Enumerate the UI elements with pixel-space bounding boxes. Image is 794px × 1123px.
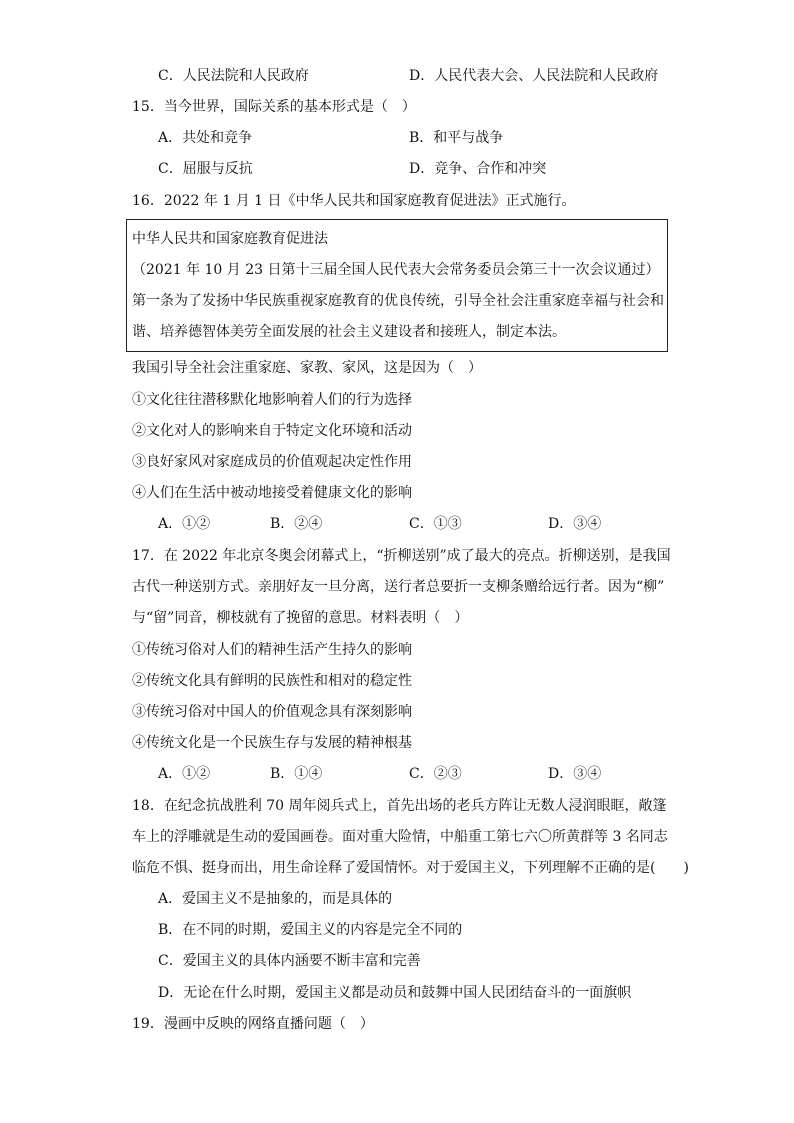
q18-stem-line2: 车上的浮雕就是生动的爱国画卷。面对重大险情，中船重工第七六〇所黄群等 3 名同志 [132, 829, 668, 845]
q16-statement-4: ④人们在生活中被动地接受着健康文化的影响 [132, 485, 412, 501]
q16-statement-2: ②文化对人的影响来自于特定文化环境和活动 [132, 423, 412, 439]
q18-option-d: D．无论在什么时期，爱国主义都是动员和鼓舞中国人民团结奋斗的一面旗帜 [158, 985, 632, 1001]
q17-stem-line1: 17．在 2022 年北京冬奥会闭幕式上，“折柳送别”成了最大的亮点。折柳送别，是我国 [132, 548, 671, 564]
q14-option-d: D．人民代表大会、人民法院和人民政府 [409, 68, 659, 84]
q16-question: 我国引导全社会注重家庭、家教、家风，这是因为（ ） [132, 360, 482, 376]
q16-option-a: A．①② [158, 516, 211, 532]
q17-option-b: B．①④ [270, 766, 323, 782]
q18-option-a: A．爱国主义不是抽象的，而是具体的 [158, 891, 393, 907]
q14-option-c: C．人民法院和人民政府 [158, 68, 309, 84]
q17-option-d: D．③④ [548, 766, 602, 782]
q16-statement-1: ①文化往往潜移默化地影响着人们的行为选择 [132, 392, 412, 408]
q17-stem-line2: 古代一种送别方式。亲朋好友一旦分离，送行者总要折一支柳条赠给远行者。因为“柳” [132, 579, 665, 595]
q16-box-text-line2: 谐、培养德智体美劳全面发展的社会主义建设者和接班人，制定本法。 [132, 324, 566, 340]
q17-statement-3: ③传统习俗对中国人的价值观念具有深刻影响 [132, 704, 412, 720]
q19-stem: 19．漫画中反映的网络直播问题（ ） [132, 1016, 374, 1032]
q18-stem-line3: 临危不惧、挺身而出，用生命诠释了爱国情怀。对于爱国主义，下列理解不正确的是( ) [132, 860, 689, 876]
q18-option-c: C．爱国主义的具体内涵要不断丰富和完善 [158, 953, 421, 969]
q16-stem: 16．2022 年 1 月 1 日《中华人民共和国家庭教育促进法》正式施行。 [132, 193, 576, 209]
q15-stem: 15．当今世界，国际关系的基本形式是（ ） [132, 99, 416, 115]
q16-option-c: C．①③ [409, 516, 462, 532]
q17-statement-1: ①传统习俗对人们的精神生活产生持久的影响 [132, 642, 412, 658]
q15-option-b: B．和平与战争 [409, 130, 504, 146]
q17-statement-2: ②传统文化具有鲜明的民族性和相对的稳定性 [132, 673, 412, 689]
q15-option-c: C．屈服与反抗 [158, 161, 253, 177]
q16-box-subtitle: （2021 年 10 月 23 日第十三届全国人民代表大会常务委员会第三十一次会议通过） [132, 262, 660, 278]
q16-box-text-line1: 第一条为了发扬中华民族重视家庭教育的优良传统，引导全社会注重家庭幸福与社会和 [132, 293, 664, 309]
q17-option-c: C．②③ [409, 766, 462, 782]
q17-stem-line3: 与“留”同音，柳枝就有了挽留的意思。材料表明（ ） [132, 610, 469, 626]
q16-box-title: 中华人民共和国家庭教育促进法 [132, 231, 328, 247]
q16-option-d: D．③④ [548, 516, 602, 532]
q18-option-b: B．在不同的时期，爱国主义的内容是完全不同的 [158, 922, 463, 938]
q16-statement-3: ③良好家风对家庭成员的价值观起决定性作用 [132, 454, 412, 470]
q16-option-b: B．②④ [270, 516, 323, 532]
q15-option-d: D．竞争、合作和冲突 [409, 161, 547, 177]
q17-statement-4: ④传统文化是一个民族生存与发展的精神根基 [132, 735, 412, 751]
q18-stem-line1: 18．在纪念抗战胜利 70 周年阅兵式上，首先出场的老兵方阵让无数人浸润眼眶，敞篷 [132, 798, 667, 814]
q17-option-a: A．①② [158, 766, 211, 782]
q15-option-a: A．共处和竞争 [158, 130, 253, 146]
